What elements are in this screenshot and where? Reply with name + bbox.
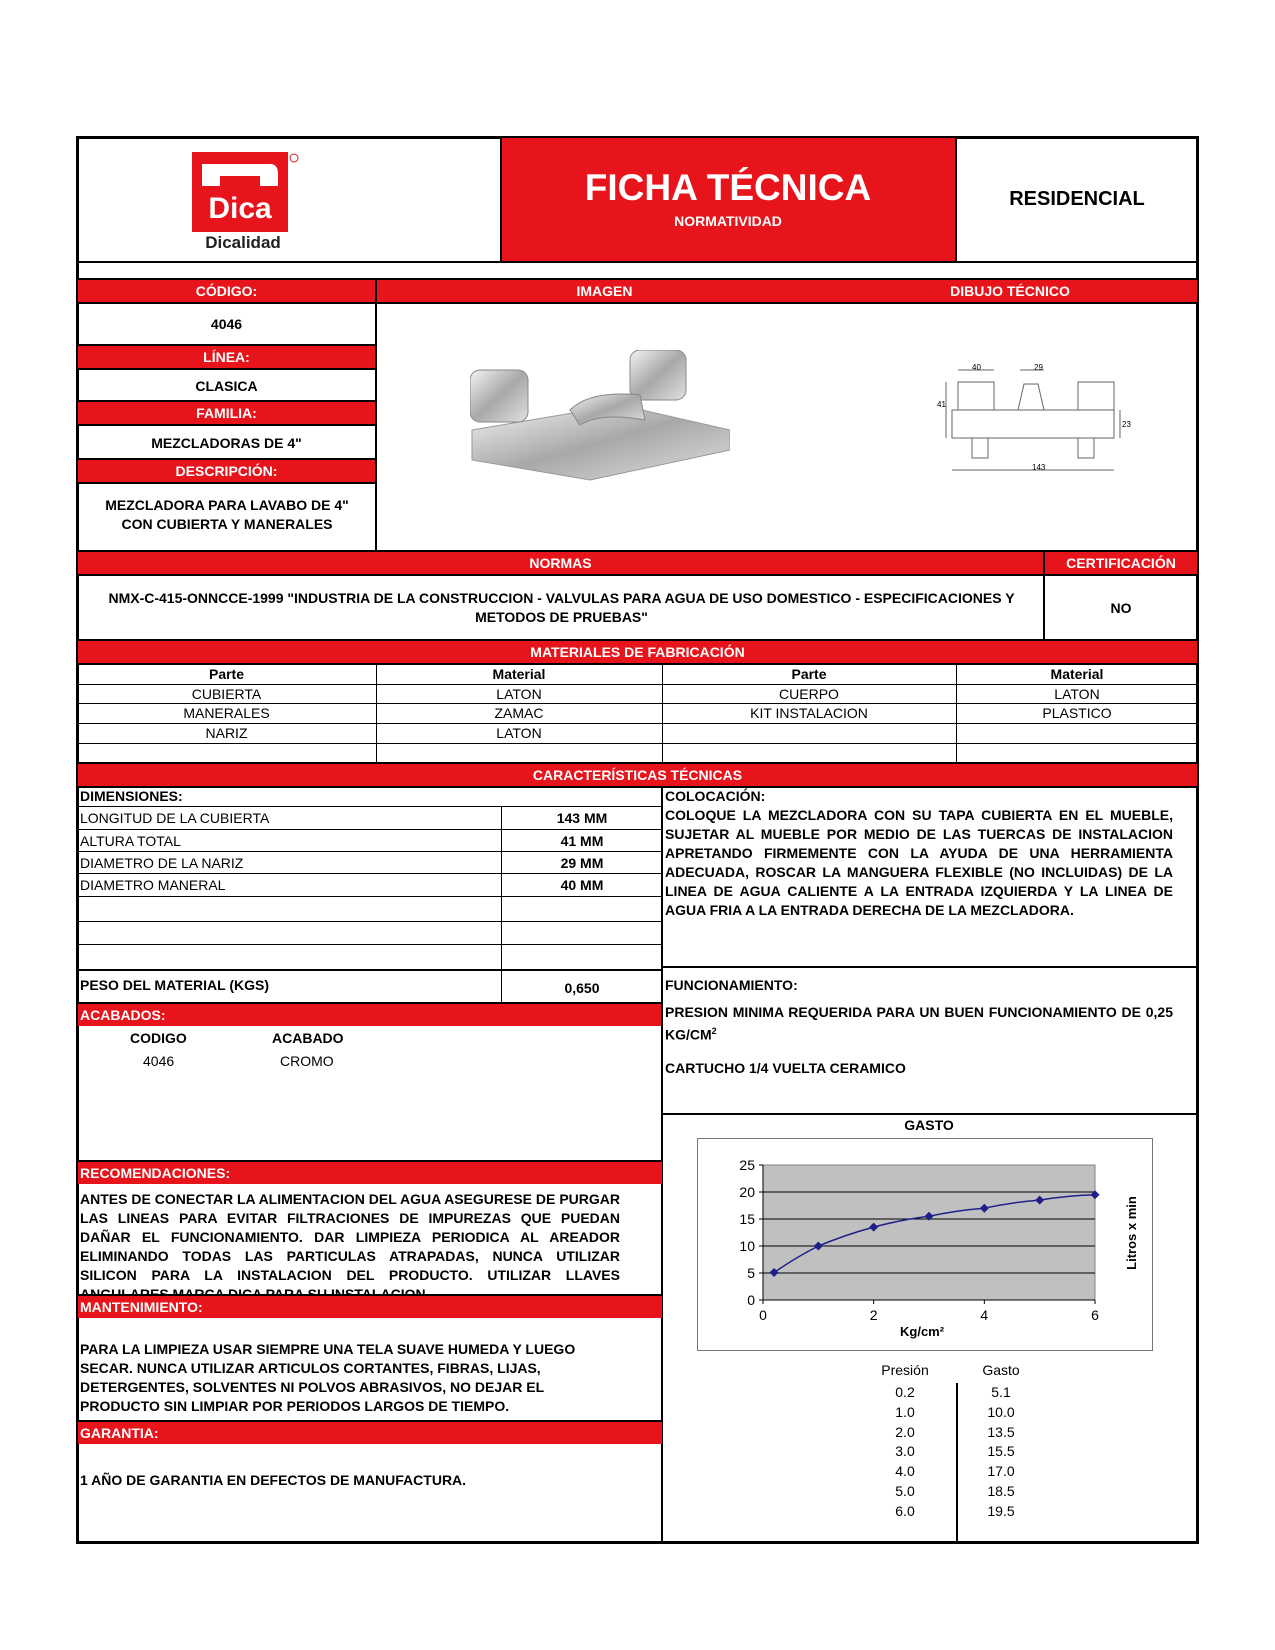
caracteristicas-label: CARACTERÍSTICAS TÉCNICAS [78,764,1197,786]
chart-plot-area [763,1165,1095,1300]
colocacion-label: COLOCACIÓN: [665,788,766,804]
segment-label: RESIDENCIAL [1009,188,1145,210]
gasto-chart [697,1138,1153,1351]
gasto-row-gasto: 15.5 [987,1443,1015,1460]
gasto-row-presion: 0.2 [895,1384,915,1400]
mat-r2-c4: PLASTICO [1042,705,1112,721]
linea-label: LÍNEA: [78,346,375,368]
product-image [470,350,730,490]
normas-label: NORMAS [529,555,592,571]
descripcion-label: DESCRIPCIÓN: [78,460,375,482]
chart-y-tick-label: 20 [739,1184,755,1200]
recomendaciones-text: ANTES DE CONECTAR LA ALIMENTACION DEL AGUA ASEGURESE DE PURGAR LAS LINEAS PARA EVITAR FILTRACIONES DE IMPUREZAS QUE PUEDAN DAÑAR EL FUNCIONAMIENTO. DAR LIMPIEZA PERIODICA AL AREADOR ELIMINANDO TODAS LAS PARTICULAS ATRAPADAS, NUNCA UTILIZAR SILICON PARA LA INSTALACION DEL PRODUCTO. UTILIZAR LLAVES [80,1191,620,1283]
chart-y-tick-label: 5 [747,1265,755,1281]
chart-x-tick-label: 0 [759,1307,767,1323]
peso-label: PESO DEL MATERIAL (KGS) [80,977,270,993]
gasto-row-presion: 6.0 [895,1502,915,1519]
gasto-col-presion: Presión [881,1362,929,1378]
mantenimiento-text: PARA LA LIMPIEZA USAR SIEMPRE UNA TELA SUAVE HUMEDA Y LUEGO SECAR. NUNCA UTILIZAR ARTICULOS CORTANTES, FIBRAS, LIJAS, DETERGENTES, SOLVENTES NI POLVOS ABRASIVOS, NO DEJAR EL PRODUCTO SIN LIMPIAR POR PERIODOS LARGOS DE TIEMPO. [80,1341,576,1414]
materiales-label: MATERIALES DE FABRICACIÓN [78,641,1197,663]
mat-r3-c1: NARIZ [205,725,248,741]
chart-xlabel-text: Kg/cm² [900,1324,945,1339]
gasto-row-presion: 4.0 [895,1463,915,1480]
cartucho-text: CARTUCHO 1/4 VUELTA CERAMICO [665,1060,906,1076]
mat-r2-c2: ZAMAC [494,705,544,721]
familia-value: MEZCLADORAS DE 4" [151,435,302,451]
materiales-header-parte-2: Parte [791,666,827,682]
logo-text: Dica [208,192,272,225]
chart-x-tick-label: 2 [869,1307,878,1323]
chart-x-tick-label: 4 [980,1307,989,1323]
garantia-label: GARANTIA: [80,1425,159,1441]
imagen-label: IMAGEN [576,283,633,299]
linea-value: CLASICA [195,378,258,394]
chart-y-tick-label: 15 [739,1211,755,1227]
gasto-row-gasto: 18.5 [987,1483,1015,1499]
familia-label: FAMILIA: [78,402,375,424]
dim-value-2: 41 MM [560,833,604,849]
mat-r2-c3: KIT INSTALACION [750,705,868,721]
gasto-row-gasto: 10.0 [987,1403,1015,1420]
funcionamiento-text [665,1003,1173,1045]
chart-title: GASTO [904,1117,954,1133]
garantia-header [78,1422,662,1444]
gasto-row-gasto: 19.5 [987,1502,1015,1519]
dim-value-4: 40 MM [560,877,604,893]
normas-text: NMX-C-415-ONNCCE-1999 "INDUSTRIA DE LA CONSTRUCCION - VALVULAS PARA AGUA DE USO DOMESTICO - ESPECIFICACIONES Y METODOS DE PRUEBAS" [108,590,1015,625]
gasto-col-gasto: Gasto [982,1362,1020,1378]
gasto-row-gasto: 5.1 [991,1384,1011,1400]
dim-value-1: 143 MM [556,810,608,826]
dim-name-3: DIAMETRO DE LA NARIZ [80,855,244,871]
gasto-row-gasto: 13.5 [987,1423,1015,1440]
gasto-row-presion: 3.0 [895,1443,915,1460]
dim-name-4: DIAMETRO MANERAL [80,877,226,893]
sub-logo-text: Dicalidad [205,233,281,252]
mat-r1-c4: LATON [1054,686,1100,702]
chart-y-tick-label: 25 [739,1157,755,1173]
dim-label-5: 143 [1032,463,1046,472]
codigo-value: 4046 [210,316,243,332]
colocacion-text: COLOQUE LA MEZCLADORA CON SU TAPA CUBIERTA EN EL MUEBLE, SUJETAR AL MUEBLE POR MEDIO DE LAS TUERCAS DE INSTALACION APRETANDO FIRMEMENTE CON LA AYUDA DE UNA HERRAMIENTA ADECUADA, ROSCAR LA MANGUERA FLEXIBLE (NO INCLUIDAS) DE LA LINEA DE AGUA CALIENTE A LA ENTRADA IZQUIERDA Y LA LINEA DE AGUA FRIA A LA ENTRADA DERECHA DE LA MEZCLADORA. [665,807,1173,918]
dibujo-label: DIBUJO TÉCNICO [950,283,1070,299]
dim-label-3: 41 [937,400,946,409]
mat-r1-c3: CUERPO [779,686,839,702]
acabado-codigo: 4046 [143,1053,175,1069]
dim-value-3: 29 MM [560,855,604,871]
gasto-row-presion: 2.0 [895,1423,915,1440]
certificacion-value: NO [1110,600,1132,616]
chart-y-tick-label: 0 [747,1292,755,1308]
acabados-col-codigo: CODIGO [130,1030,187,1046]
gasto-row-presion: 1.0 [895,1403,915,1420]
certificacion-label: CERTIFICACIÓN [1066,555,1176,571]
chart-ylabel: Litros x min [1124,1196,1139,1270]
codigo-label: CÓDIGO: [78,280,375,302]
acabados-label: ACABADOS: [80,1007,166,1023]
dim-label-2: 29 [1034,363,1043,372]
garantia-text: 1 AÑO DE GARANTIA EN DEFECTOS DE MANUFACTURA. [80,1472,467,1488]
mantenimiento-label: MANTENIMIENTO: [80,1299,203,1315]
page-title: FICHA TÉCNICA [584,167,872,208]
funcionamiento-label: FUNCIONAMIENTO: [665,977,798,993]
acabados-header [78,1004,662,1026]
materiales-header-material-1: Material [492,666,546,682]
materiales-header-parte-1: Parte [208,666,245,682]
mat-r1-c2: LATON [496,686,542,702]
mat-r3-c2: LATON [496,725,542,741]
dim-label-1: 40 [972,363,981,372]
funcionamiento-text-sup: 2 [711,1026,717,1036]
acabados-col-acabado: ACABADO [272,1030,344,1046]
chart-y-tick-label: 10 [739,1238,755,1254]
chart-xlabel [900,1324,944,1339]
faucet-image-icon [470,350,730,490]
funcionamiento-text-main: PRESION MINIMA REQUERIDA PARA UN BUEN FUNCIONAMIENTO DE 0,25 KG/CM [665,1004,1173,1043]
gasto-row-gasto: 17.0 [987,1463,1015,1480]
dim-name-2: ALTURA TOTAL [80,833,181,849]
gasto-row-presion: 5.0 [895,1483,915,1499]
peso-value: 0,650 [564,980,600,996]
chart-x-tick-label: 6 [1091,1307,1099,1323]
mat-r2-c1: MANERALES [183,705,270,721]
descripcion-value: MEZCLADORA PARA LAVABO DE 4" CON CUBIERTA Y MANERALES [105,497,349,532]
page-subtitle: NORMATIVIDAD [674,213,782,229]
mat-r1-c1: CUBIERTA [191,686,262,702]
acabado-nombre: CROMO [280,1053,334,1069]
recomendaciones-label: RECOMENDACIONES: [80,1165,231,1181]
materiales-header-material-2: Material [1050,666,1104,682]
dim-label-4: 23 [1122,420,1131,429]
dimensiones-label: DIMENSIONES: [80,788,183,804]
dim-name-1: LONGITUD DE LA CUBIERTA [80,810,270,826]
